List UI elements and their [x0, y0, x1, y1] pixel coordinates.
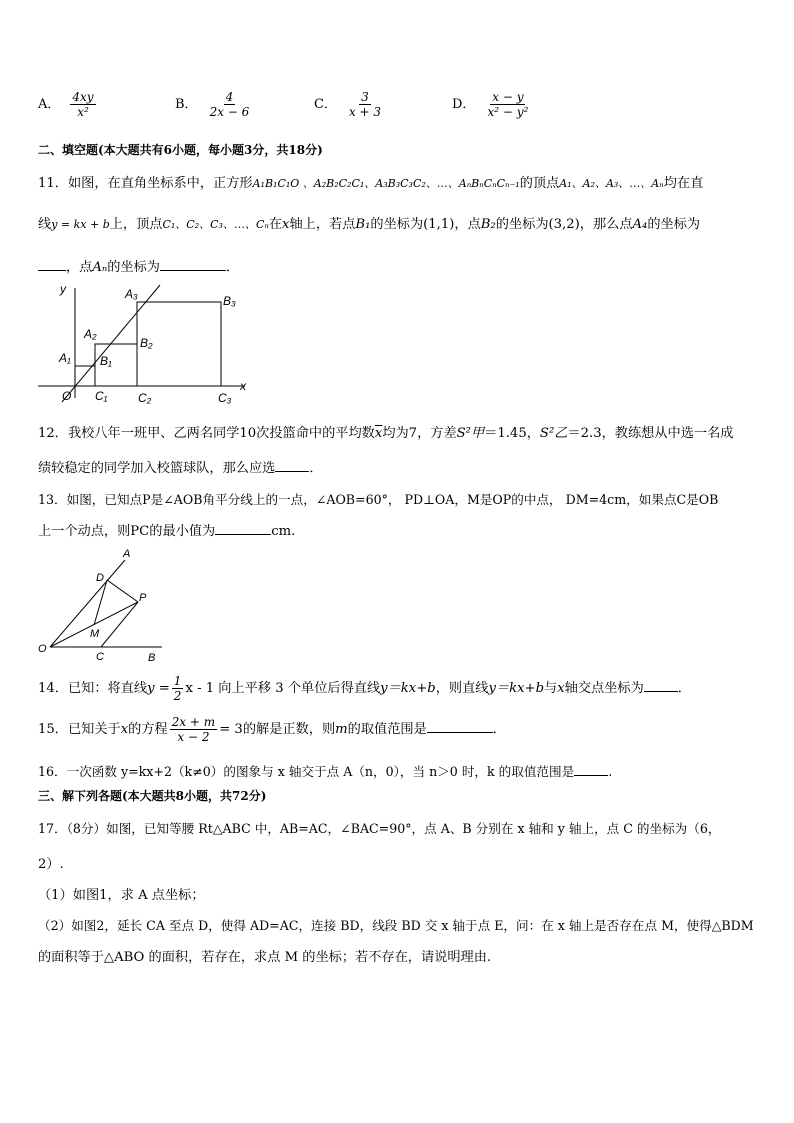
label-a1: A₁ — [59, 351, 71, 365]
option-a-fraction: $\frac{4xy}{\text{x²}}$ — [72, 90, 94, 119]
label-c3: C₃ — [218, 391, 232, 405]
q15-fraction: $\frac{2x + m}{x - 2}$ — [171, 715, 216, 744]
q11-line1: 11．如图，在直角坐标系中，正方形A₁B₁C₁O 、A₂B₂C₂C₁、A₃B₃C₃C₂、…、AₙBₙCₙCₙ₋₁的顶点A₁、A₂、A₃、…、Aₙ均在直 — [38, 176, 704, 191]
option-d: D． $\frac{x - y}{\text{x² − y²}}$ — [452, 90, 529, 119]
q13-line1: 13．如图，已知点P是∠AOB角平分线上的一点，∠AOB=60°， PD⊥OA，M是OP的中点， DM=4cm，如果点C是OB — [38, 492, 719, 507]
section-3-heading: 三、解下列各题(本大题共8小题，共72分) — [38, 789, 267, 803]
label-a3: A₃ — [125, 287, 138, 301]
answer-blank — [574, 763, 608, 776]
segment-pc — [101, 602, 138, 647]
figure-q13-angle — [30, 545, 170, 670]
q16-line: 16．一次函数 y=kx+2（k≠0）的图象与 x 轴交于点 A（n，0），当 n＞0 时，k 的取值范围是 . — [38, 764, 613, 779]
answer-blank — [275, 459, 309, 472]
figure-q11-squares — [30, 280, 260, 410]
label-m: M — [90, 628, 100, 640]
label-a2: A₂ — [84, 327, 97, 341]
label-o: O — [62, 389, 72, 403]
q15-line: 15．已知关于x的方程 $\frac{2x + m}{x - 2}$ = 3的解是正数，则m的取值范围是 ． — [38, 715, 506, 744]
label-p: P — [139, 592, 147, 604]
q12-line1: 12．我校八年一班甲、乙两名同学10次投篮命中的平均数$\overline{x}$均为7，方差S²甲＝1.45，S²乙＝2.3，教练想从中选一名成 — [38, 426, 734, 441]
label-c: C — [96, 651, 104, 663]
segment-dm — [94, 580, 107, 625]
q11-line3: ，点Aₙ的坐标为 ． — [38, 256, 239, 275]
label-b3: B₃ — [223, 294, 236, 308]
section-2-heading: 二、填空题(本大题共有6小题，每小题3分，共18分) — [38, 143, 323, 157]
q13-line2: 上一个动点，则PC的最小值为 cm. — [38, 524, 296, 539]
label-c1: C₁ — [95, 389, 108, 403]
ray-oa — [50, 560, 125, 647]
answer-blank — [160, 258, 226, 271]
label-o: O — [38, 643, 47, 655]
option-c: C． $\frac{3}{x + 3}$ — [314, 90, 382, 119]
option-d-fraction: $\frac{x - y}{\text{x² − y²}}$ — [487, 90, 529, 119]
q14-fraction: $\frac{1}{2}$ — [173, 674, 182, 703]
label-a: A — [123, 548, 131, 560]
q17-line2: 2）. — [38, 857, 64, 872]
label-b: B — [148, 652, 156, 664]
label-c2: C₂ — [138, 391, 152, 405]
q17-part2: （2）如图2，延长 CA 至点 D，使得 AD=AC，连接 BD，线段 BD 交 x 轴于点 E，问：在 x 轴上是否存在点 M，使得△BDM — [38, 918, 754, 933]
q14-line: 14．已知：将直线y = $\frac{1}{2}$ x - 1 向上平移 3 个单位后得直线y＝kx+b，则直线y＝kx+b与x轴交点坐标为 ． — [38, 674, 691, 703]
answer-blank — [215, 522, 271, 535]
option-b: B． $\frac{4}{2x - 6}$ — [175, 90, 250, 119]
q17-line1: 17．（8分）如图，已知等腰 Rt△ABC 中，AB=AC，∠BAC=90°，点 A、B 分别在 x 轴和 y 轴上，点 C 的坐标为（6， — [38, 821, 721, 836]
segment-pd — [107, 580, 138, 602]
label-d: D — [96, 572, 104, 584]
q17-part1: （1）如图1，求 A 点坐标； — [38, 888, 205, 903]
label-b2: B₂ — [140, 336, 153, 350]
answer-blank — [38, 258, 66, 271]
option-a: A． $\frac{4xy}{\text{x²}}$ — [38, 90, 94, 119]
q12-line2: 绩较稳定的同学加入校篮球队，那么应选 ． — [38, 461, 323, 476]
q11-line2: 线y = kx + b上，顶点C₁、C₂、C₃、…、Cₙ在x轴上，若点B₁的坐标为(1,1)，点B₂的坐标为(3,2)，那么点A₄的坐标为 — [38, 217, 701, 232]
label-x: x — [240, 379, 246, 393]
label-b1: B₁ — [100, 354, 112, 368]
option-b-fraction: $\frac{4}{2x - 6}$ — [209, 90, 250, 119]
answer-blank — [644, 679, 678, 692]
answer-blank — [427, 720, 493, 733]
q17-part2-cont: 的面积等于△ABO 的面积，若存在，求点 M 的坐标；若不存在，请说明理由. — [38, 950, 492, 965]
option-c-fraction: $\frac{3}{x + 3}$ — [348, 90, 382, 119]
label-y: y — [60, 282, 66, 296]
